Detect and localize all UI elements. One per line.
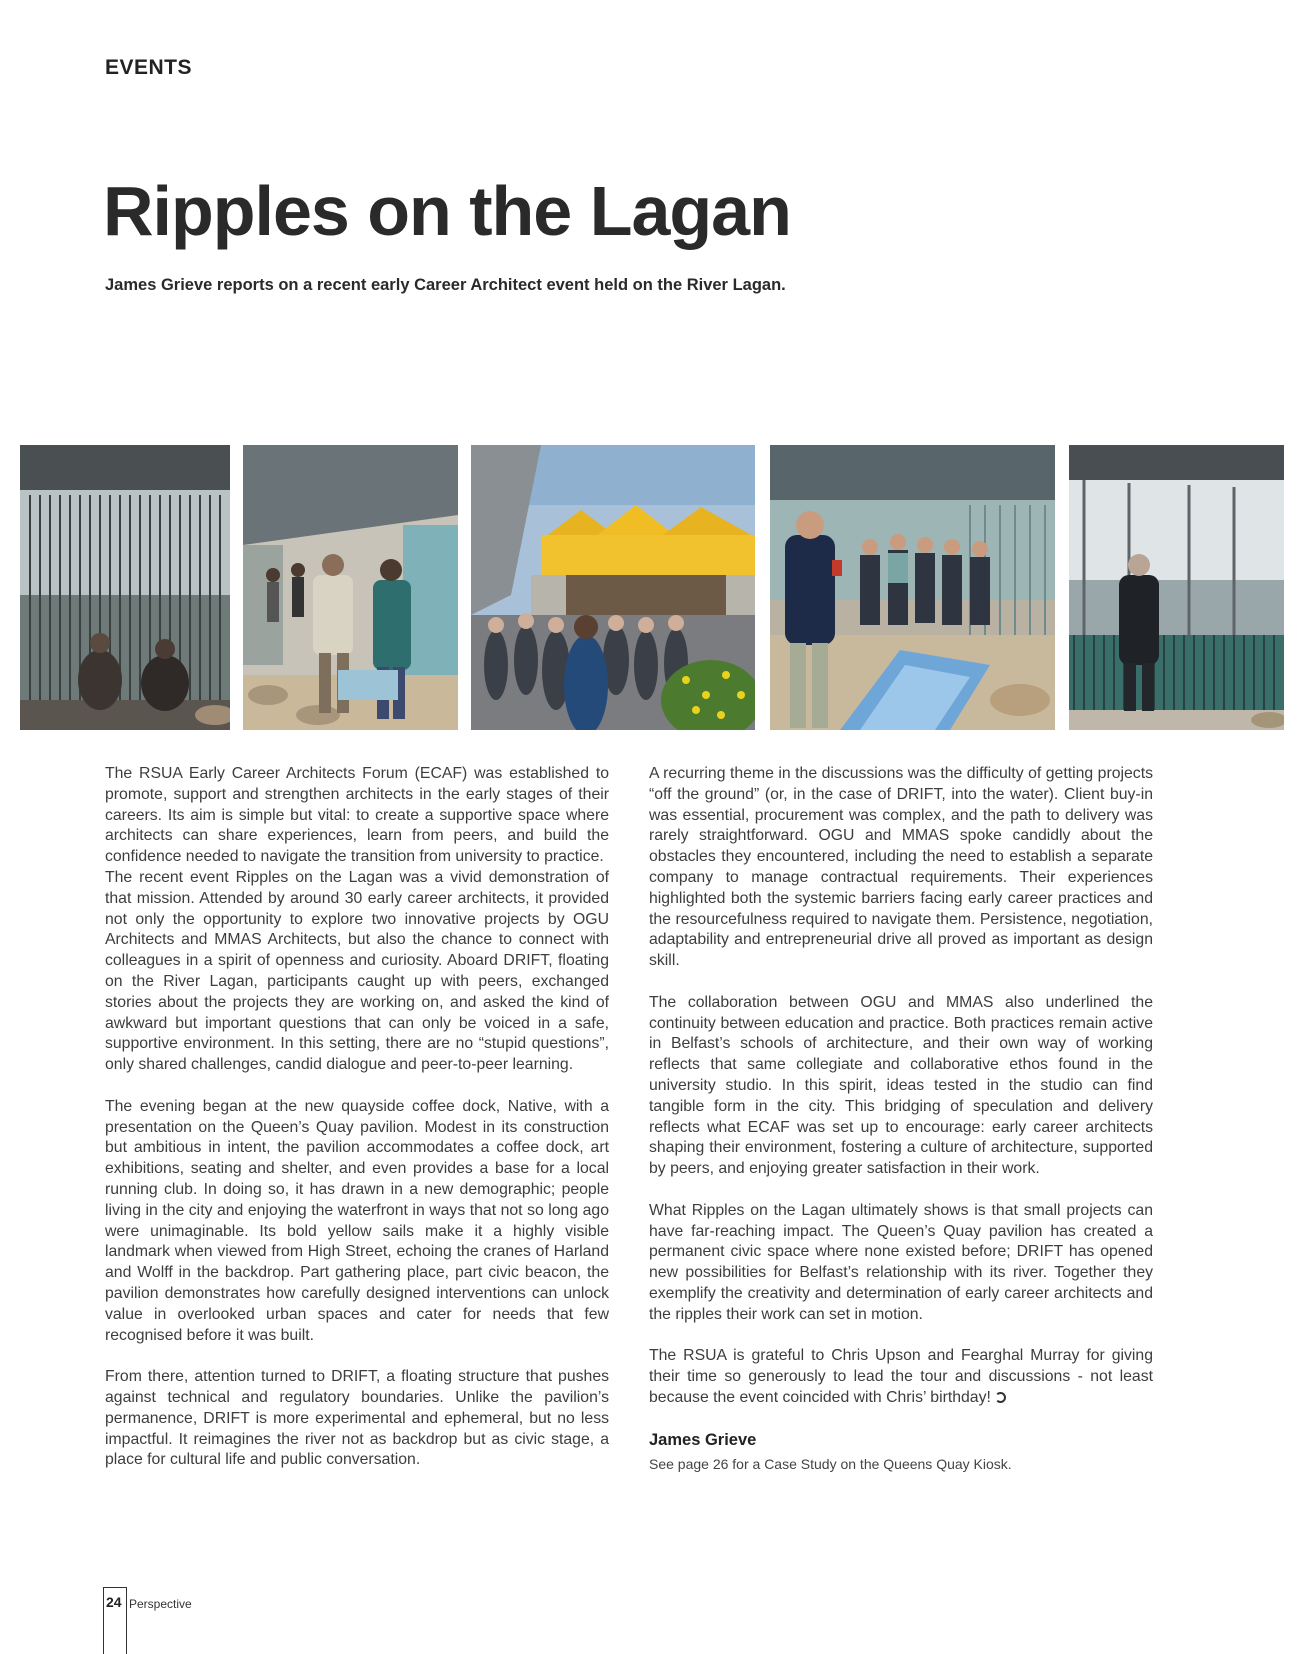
author-byline: James Grieve xyxy=(649,1430,757,1449)
paragraph-drift: From there, attention turned to DRIFT, a floating structure that pushes against technical and regulatory boundaries. Unlike the pavilion’s permanence, DRIFT is more experimental and ephemeral, but no less impactful. It reimagines the river not as backdrop but as civic stage, a place for cultural life and public conversation. xyxy=(105,1368,609,1469)
photo-pavilion-interior-seated xyxy=(20,445,230,730)
paragraph-collaboration: The collaboration between OGU and MMAS also underlined the continuity between education and practice. Both practices remain active in Belfast’s schools of architecture, and their own way of working reflects that same collegiate and collaborative ethos found in the university studio. In this spirit, ideas tested in the studio can find tangible form in the city. This bridging of speculation and delivery reflects what ECAF was set up to encourage: early career architects shaping their environment, fostering a culture of architecture, supported by peers, and enjoying greater satisfaction in their work. xyxy=(649,993,1153,1178)
publication-name: Perspective xyxy=(129,1597,192,1611)
page-number: 24 xyxy=(106,1594,122,1610)
case-study-note: See page 26 for a Case Study on the Queens Quay Kiosk. xyxy=(649,1456,1012,1473)
article-subtitle: James Grieve reports on a recent early Career Architect event held on the River Lagan. xyxy=(105,276,786,294)
photo-pavilion-interior-group xyxy=(243,445,458,730)
photo-yellow-sails-pavilion xyxy=(471,445,755,730)
section-label: EVENTS xyxy=(105,56,193,79)
article-title: Ripples on the Lagan xyxy=(103,172,791,250)
paragraph-thanks xyxy=(649,1346,1153,1408)
paragraph-ecaf-intro: The RSUA Early Career Architects Forum (ECAF) was established to promote, support and strengthen architects in the early stages of their careers. Its aim is simple but vital: to create a supportive space where architects can share experiences, learn from peers, and build the confidence needed to navigate the transition from university to practice. xyxy=(105,765,609,866)
paragraph-challenges: A recurring theme in the discussions was the difficulty of getting projects “off the ground” (or, in the case of DRIFT, into the water). Client buy-in was essential, procurement was complex, and the path to delivery was rarely straightforward. OGU and MMAS spoke candidly about the obstacles they encountered, including the need to establish a separate company to manage contractual requirements. Their experiences highlighted both the systemic barriers facing early career practices and the resourcefulness required to navigate them. Persistence, negotiation, adaptability and entrepreneurial drive all proved as important as design skill. xyxy=(649,765,1153,970)
article-column-right xyxy=(649,764,1153,1475)
paragraph-pavilion: The evening began at the new quayside coffee dock, Native, with a presentation on the Queen’s Quay pavilion. Modest in its construction but ambitious in intent, the pavilion accommodates a coffee dock, art exhibitions, seating and shelter, and even provides a base for a local running club. In doing so, it has drawn in a new demographic; people living in the city and enjoying the waterfront in ways that not so long ago were unimaginable. Its bold yellow sails make it a highly visible landmark when viewed from High Street, echoing the cranes of Harland and Wolff in the backdrop. Part gathering place, part civic beacon, the pavilion demonstrates how carefully designed interventions can unlock value in overlooked urban spaces and cater for needs that few recognised before it was built. xyxy=(105,1097,609,1344)
end-mark-icon xyxy=(995,1392,1006,1403)
paragraph-conclusion: What Ripples on the Lagan ultimately shows is that small projects can have far-reaching impact. The Queen’s Quay pavilion has created a permanent civic space where none existed before; DRIFT has opened new possibilities for Belfast’s relationship with its river. Together they exemplify the creativity and determination of early career architects and the ripples their work can set in motion. xyxy=(649,1201,1153,1323)
photo-drift-presentation xyxy=(770,445,1055,730)
paragraph-event-overview: The recent event Ripples on the Lagan was a vivid demonstration of that mission. Attended by around 30 early career architects, it provided not only the opportunity to explore two innovative projects by OGU Architects and MMAS Architects, but also the chance to connect with colleagues in a spirit of openness and curiosity. Aboard DRIFT, floating on the River Lagan, participants caught up with peers, exchanged stories about the projects they are working on, and asked the kind of awkward but important questions that can only be voiced in a safe, supportive environment. In this setting, there are no “stupid questions”, only shared challenges, candid dialogue and peer-to-peer learning. xyxy=(105,868,609,1074)
paragraph-thanks-text: The RSUA is grateful to Chris Upson and Fearghal Murray for giving their time so generously to lead the tour and discussions - not least because the event coincided with Chris’ birthday! xyxy=(649,1347,1153,1406)
article-column-left xyxy=(105,764,609,1492)
photo-river-view xyxy=(1069,445,1284,730)
